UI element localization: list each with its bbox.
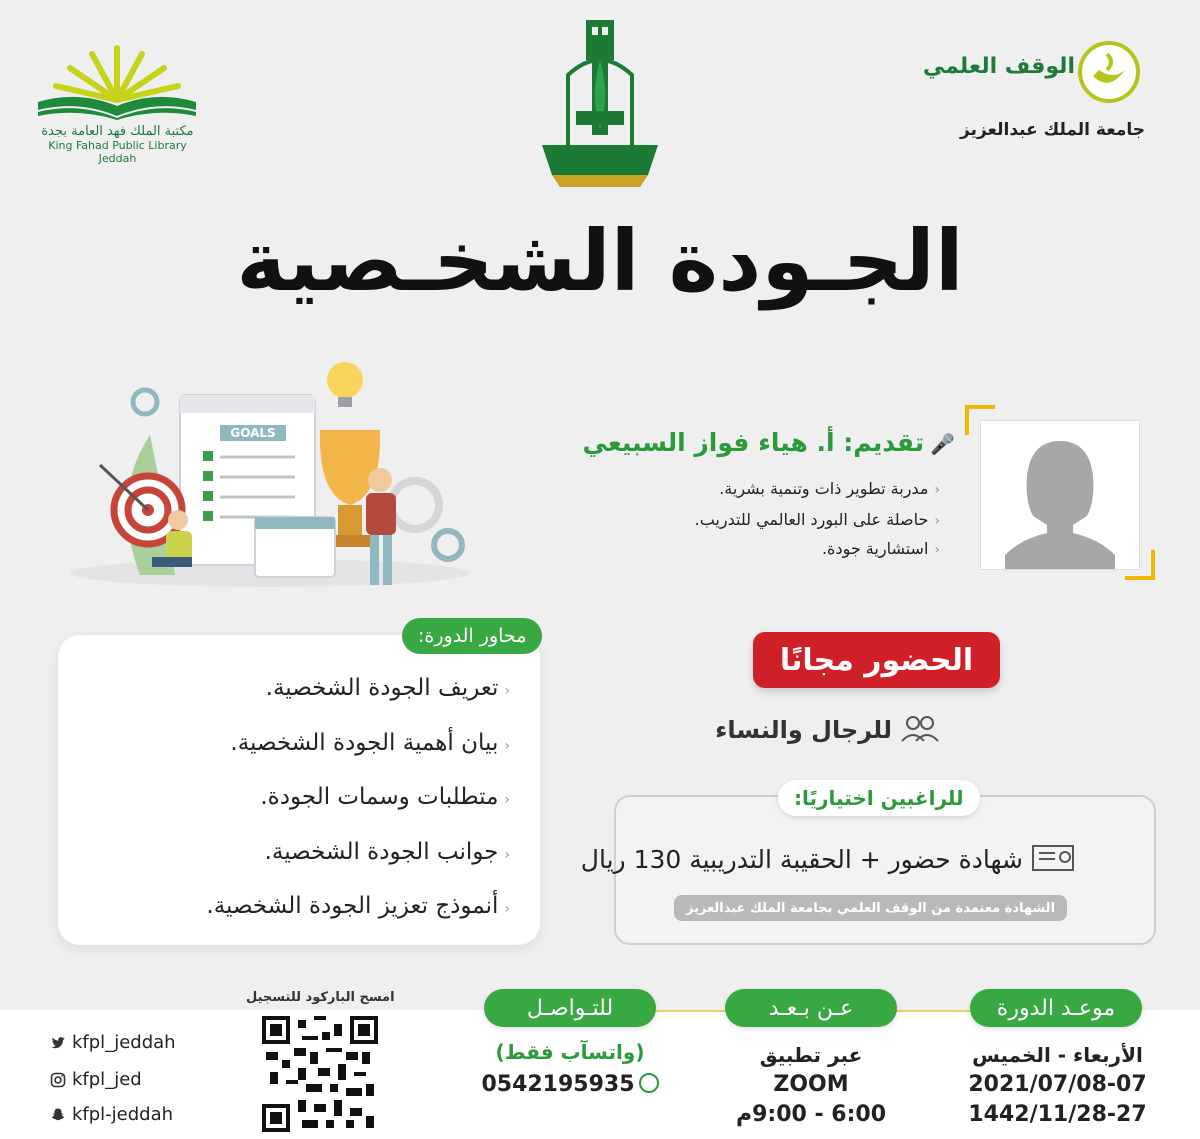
qr-code-graphic: [262, 1016, 378, 1132]
snapchat-icon: [50, 1107, 66, 1123]
presenter-bullet: [695, 510, 940, 529]
chevron-left-icon: ‹: [504, 847, 510, 863]
twitter-handle[interactable]: [50, 1032, 176, 1053]
kau-crest-logo: [540, 15, 660, 195]
chevron-left-icon: ‹: [934, 513, 940, 529]
audience: [715, 713, 940, 749]
optional-badge: للراغبين اختياريًا:: [778, 780, 980, 816]
topic-text: بيان أهمية الجودة الشخصية.: [230, 730, 499, 756]
certificate-note: الشهادة معتمدة من الوقف العلمي بجامعة الملك عبدالعزيز: [674, 895, 1067, 921]
chevron-left-icon: ‹: [504, 738, 510, 754]
topic-item: [266, 675, 510, 701]
remote-time: 6:00 - 9:00م: [735, 1102, 887, 1127]
library-logo: [30, 40, 205, 165]
chevron-left-icon: ‹: [504, 792, 510, 808]
presenter-avatar: [980, 420, 1140, 570]
goals-illustration: [70, 345, 470, 595]
certificate-offer: [581, 843, 1075, 879]
topic-item: [230, 730, 510, 756]
certificate-text: شهادة حضور + الحقيبة التدريبية 130 ريال: [580, 845, 1023, 874]
whatsapp-icon: [639, 1073, 659, 1093]
whatsapp-only-label: (واتسآب فقط): [495, 1040, 645, 1064]
phone-number[interactable]: 0542195935: [481, 1072, 635, 1097]
presenter-bullet: [719, 479, 940, 498]
waqf-name: الوقف العلمي: [922, 54, 1075, 79]
remote-pill: عـن بـعـد: [725, 989, 897, 1027]
schedule-date-gregorian: 2021/07/08-07: [968, 1072, 1147, 1097]
topic-text: متطلبات وسمات الجودة.: [260, 784, 499, 810]
contact-pill: للتـواصـل: [484, 989, 656, 1027]
topic-text: تعريف الجودة الشخصية.: [265, 675, 499, 701]
topic-item: [265, 839, 510, 865]
presenter-bullet: [822, 539, 940, 558]
twitter-handle-text[interactable]: kfpl_jeddah: [72, 1032, 176, 1053]
library-name-ar: مكتبة الملك فهد العامة بجدة: [41, 124, 194, 139]
remote-zoom: ZOOM: [773, 1072, 849, 1097]
presenter-bullet-text: مدربة تطوير ذات وتنمية بشرية.: [719, 479, 929, 498]
topic-text: أنموذج تعزيز الجودة الشخصية.: [206, 893, 499, 919]
chevron-left-icon: ‹: [504, 683, 510, 699]
registration-qr-code[interactable]: [262, 1016, 378, 1132]
waqf-emblem-icon: [1077, 40, 1141, 104]
instagram-handle-text[interactable]: kfpl_jed: [72, 1069, 142, 1090]
page-title: الجـودة الشخـصية: [236, 212, 964, 310]
topics-badge: محاور الدورة:: [402, 618, 542, 654]
remote-app-label: عبر تطبيق: [759, 1043, 863, 1067]
free-attendance-badge: الحضور مجانًا: [753, 632, 1000, 688]
audience-text: للرجال والنساء: [715, 716, 892, 744]
presenter-bullet-text: حاصلة على البورد العالمي للتدريب.: [694, 510, 929, 529]
topic-item: [206, 893, 510, 919]
chevron-left-icon: ‹: [934, 542, 940, 558]
schedule-days: الأربعاء - الخميس: [972, 1043, 1143, 1067]
snapchat-handle-text[interactable]: kfpl-jeddah: [72, 1104, 174, 1125]
instagram-handle[interactable]: [50, 1069, 142, 1090]
presenter-bullet-text: استشارية جودة.: [821, 539, 929, 558]
chevron-left-icon: ‹: [504, 901, 510, 917]
kau-crest-icon: [540, 15, 660, 195]
user-silhouette-icon: [981, 421, 1139, 569]
schedule-date-hijri: 1442/11/28-27: [968, 1102, 1147, 1127]
microphone-icon: 🎤: [930, 432, 955, 456]
kau-name: جامعة الملك عبدالعزيز: [960, 120, 1145, 140]
presenter-name: [582, 428, 955, 457]
goals-label: GOALS: [230, 426, 276, 440]
presenter-name-text: تقديم: أ. هياء فواز السبيعي: [582, 428, 925, 457]
snapchat-handle[interactable]: [50, 1104, 173, 1125]
people-group-icon: [900, 713, 940, 749]
library-book-sunburst-icon: [30, 40, 205, 120]
topic-item: [260, 784, 510, 810]
twitter-icon: [50, 1035, 66, 1051]
instagram-icon: [50, 1072, 66, 1088]
topic-text: جوانب الجودة الشخصية.: [264, 839, 499, 865]
qr-caption: امسح الباركود للتسجيل: [246, 990, 395, 1005]
contact-phone[interactable]: [470, 1072, 670, 1097]
chevron-left-icon: ‹: [934, 482, 940, 498]
certificate-icon: [1031, 843, 1075, 879]
schedule-pill: موعـد الدورة: [970, 989, 1142, 1027]
waqf-logo: [922, 40, 1145, 150]
library-name-en: King Fahad Public Library Jeddah: [48, 139, 187, 165]
goals-illustration-graphic: [70, 345, 470, 595]
